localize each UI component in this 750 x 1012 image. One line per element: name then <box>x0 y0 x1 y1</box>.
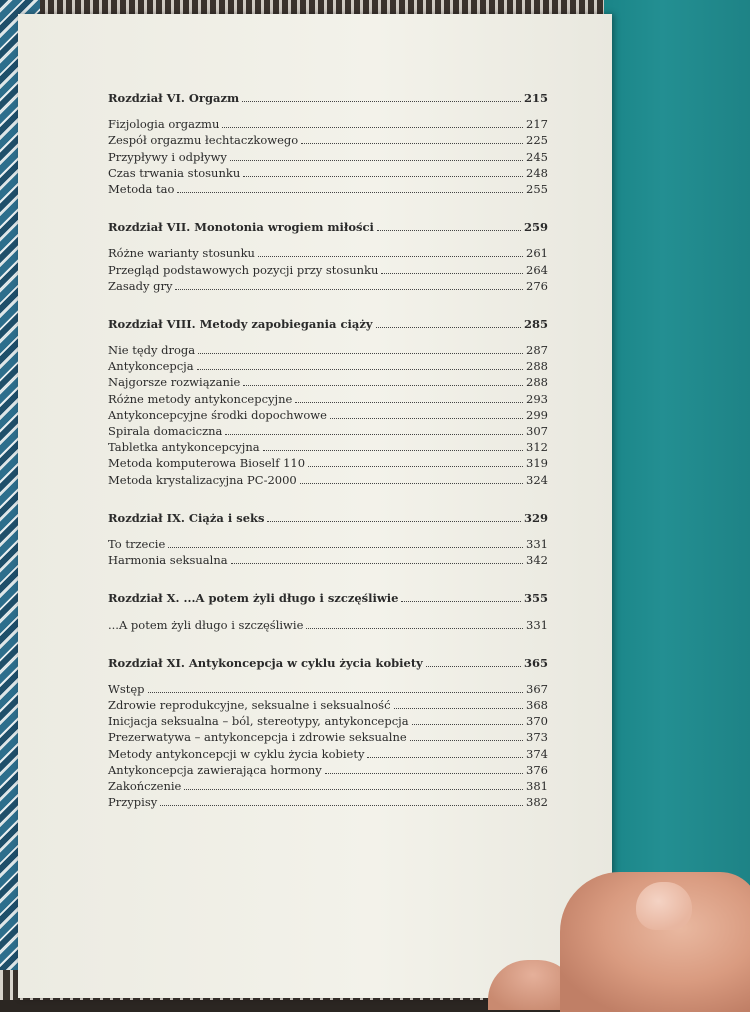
toc-entry-title: Przegląd podstawowych pozycji przy stosunku <box>108 262 379 277</box>
chapter-heading-title: Rozdział IX. Ciąża i seks <box>108 510 265 525</box>
toc-entry-title: Antykoncepcja <box>108 359 194 374</box>
chapter-heading-title: Rozdział X. ...A potem żyli długo i szczęśliwie <box>108 591 399 606</box>
toc-entry-title: Nie tędy droga <box>108 343 196 358</box>
page-number: 370 <box>526 714 548 729</box>
toc-section <box>108 316 548 488</box>
chapter-heading <box>108 510 548 526</box>
page-number: 255 <box>526 181 548 196</box>
dot-leader <box>184 779 523 790</box>
dot-leader <box>301 133 523 144</box>
toc-entry <box>108 278 548 294</box>
toc-entry-title: Antykoncepcyjne środki dopochwowe <box>108 407 327 422</box>
toc-entry <box>108 713 548 729</box>
page-number: 217 <box>526 117 548 132</box>
page-number: 312 <box>526 440 548 455</box>
page-number: 368 <box>526 698 548 713</box>
dot-leader <box>300 473 523 484</box>
dot-leader <box>426 656 521 667</box>
toc-entry <box>108 762 548 778</box>
dot-leader <box>325 763 523 774</box>
toc-entry <box>108 681 548 697</box>
toc-entry <box>108 391 548 407</box>
page-number: 248 <box>526 165 548 180</box>
toc-entry <box>108 407 548 423</box>
toc-entry-title: Metoda komputerowa Bioself 110 <box>108 456 306 471</box>
dot-leader <box>267 511 521 522</box>
toc-entry <box>108 552 548 568</box>
toc-entry <box>108 342 548 358</box>
toc-entry-title: Metoda krystalizacyjna PC-2000 <box>108 472 297 487</box>
page-number: 319 <box>526 456 548 471</box>
toc-section <box>108 590 548 632</box>
page-number: 331 <box>526 536 548 551</box>
chapter-heading <box>108 219 548 235</box>
page-number: 342 <box>526 553 548 568</box>
page-number: 285 <box>523 316 548 331</box>
chapter-heading-title: Rozdział VII. Monotonia wrogiem miłości <box>108 220 374 235</box>
toc-entry <box>108 374 548 390</box>
toc-entry-title: Zdrowie reprodukcyjne, seksualne i seksualność <box>108 698 391 713</box>
dot-leader <box>231 553 523 564</box>
dot-leader <box>376 317 521 328</box>
toc-entry-title: Różne warianty stosunku <box>108 246 255 261</box>
dot-leader <box>243 375 523 386</box>
toc-entry <box>108 455 548 471</box>
dot-leader <box>263 440 523 451</box>
toc-entry <box>108 149 548 165</box>
toc-entry <box>108 423 548 439</box>
chapter-heading-title: Rozdział XI. Antykoncepcja w cyklu życia kobiety <box>108 655 423 670</box>
toc-entry-title: Najgorsze rozwiązanie <box>108 375 241 390</box>
dot-leader <box>367 747 523 758</box>
dot-leader <box>306 618 523 629</box>
toc-entry-title: Przypisy <box>108 795 158 810</box>
dot-leader <box>230 150 523 161</box>
toc-entry-title: Wstęp <box>108 681 145 696</box>
page-number: 225 <box>526 133 548 148</box>
toc-entry <box>108 132 548 148</box>
toc-entry-title: To trzecie <box>108 536 166 551</box>
page-number: 288 <box>526 375 548 390</box>
page-number: 382 <box>526 795 548 810</box>
page-number: 259 <box>523 220 548 235</box>
toc-entry <box>108 746 548 762</box>
toc-entry-title: Tabletka antykoncepcyjna <box>108 440 260 455</box>
toc-entry-title: Zasady gry <box>108 278 173 293</box>
dot-leader <box>242 91 521 102</box>
chapter-heading <box>108 590 548 606</box>
page-number: 261 <box>526 246 548 261</box>
page-number: 373 <box>526 730 548 745</box>
toc-entry-title: Zakończenie <box>108 779 182 793</box>
chapter-heading <box>108 655 548 671</box>
dot-leader <box>401 591 521 602</box>
dot-leader <box>197 359 523 370</box>
page-number: 264 <box>526 262 548 277</box>
page-number: 276 <box>526 278 548 293</box>
page-number: 374 <box>526 746 548 761</box>
page-number: 355 <box>523 591 548 606</box>
toc-entry <box>108 617 548 633</box>
page-number: 376 <box>526 762 548 777</box>
dot-leader <box>198 343 523 354</box>
chapter-heading <box>108 316 548 332</box>
dot-leader <box>308 456 523 467</box>
table-of-contents <box>108 90 548 832</box>
chapter-heading-title: Rozdział VI. Orgazm <box>108 91 240 105</box>
page-number: 215 <box>523 91 548 105</box>
toc-entry-title: Prezerwatywa – antykoncepcja i zdrowie seksualne <box>108 730 407 745</box>
toc-entry-title: Różne metody antykoncepcyjne <box>108 391 293 406</box>
toc-entry <box>108 697 548 713</box>
page-number: 331 <box>526 617 548 632</box>
toc-entry-title: Antykoncepcja zawierająca hormony <box>108 762 322 777</box>
page-number: 365 <box>523 655 548 670</box>
dot-leader <box>412 714 523 725</box>
toc-entry <box>108 439 548 455</box>
dot-leader <box>258 246 523 257</box>
toc-entry-title: Fizjologia orgazmu <box>108 117 220 132</box>
toc-entry <box>108 536 548 552</box>
book-cover-teal <box>604 0 750 1000</box>
thumbnail-nail <box>636 882 692 930</box>
page-number: 381 <box>526 779 548 793</box>
dot-leader <box>225 424 523 435</box>
dot-leader <box>330 408 523 419</box>
page-number: 299 <box>526 407 548 422</box>
page-number: 287 <box>526 343 548 358</box>
toc-entry-title: Harmonia seksualna <box>108 553 228 568</box>
toc-section <box>108 655 548 811</box>
toc-entry <box>108 165 548 181</box>
toc-entry <box>108 729 548 745</box>
toc-section <box>108 90 548 197</box>
page-number: 307 <box>526 424 548 438</box>
toc-entry <box>108 358 548 374</box>
dot-leader <box>394 698 524 709</box>
page-number: 245 <box>526 149 548 164</box>
toc-entry <box>108 116 548 132</box>
toc-entry-title: ...A potem żyli długo i szczęśliwie <box>108 617 304 632</box>
toc-entry <box>108 778 548 794</box>
page-number: 324 <box>526 472 548 487</box>
toc-entry-title: Spirala domaciczna <box>108 424 223 438</box>
toc-entry-title: Przypływy i odpływy <box>108 149 227 164</box>
toc-section <box>108 219 548 294</box>
chapter-heading-title: Rozdział VIII. Metody zapobiegania ciąży <box>108 316 373 331</box>
toc-section <box>108 510 548 569</box>
page-number: 367 <box>526 681 548 696</box>
toc-entry <box>108 262 548 278</box>
dot-leader <box>295 392 523 403</box>
dot-leader <box>148 682 524 693</box>
dot-leader <box>222 117 523 128</box>
page-number: 293 <box>526 391 548 406</box>
toc-entry <box>108 245 548 261</box>
dot-leader <box>160 795 523 806</box>
toc-entry <box>108 181 548 197</box>
dot-leader <box>177 182 523 193</box>
toc-entry <box>108 794 548 810</box>
toc-entry-title: Zespół orgazmu łechtaczkowego <box>108 133 299 148</box>
page-number: 329 <box>523 510 548 525</box>
toc-entry-title: Inicjacja seksualna – ból, stereotypy, antykoncepcja <box>108 714 409 729</box>
dot-leader <box>175 279 523 290</box>
toc-entry-title: Czas trwania stosunku <box>108 165 241 180</box>
page-number: 288 <box>526 359 548 374</box>
dot-leader <box>377 220 521 231</box>
toc-entry <box>108 472 548 488</box>
dot-leader <box>243 166 523 177</box>
toc-entry-title: Metoda tao <box>108 181 175 196</box>
chapter-heading <box>108 90 548 106</box>
dot-leader <box>381 263 523 274</box>
toc-entry-title: Metody antykoncepcji w cyklu życia kobiety <box>108 746 365 761</box>
dot-leader <box>410 730 523 741</box>
dot-leader <box>168 537 523 548</box>
